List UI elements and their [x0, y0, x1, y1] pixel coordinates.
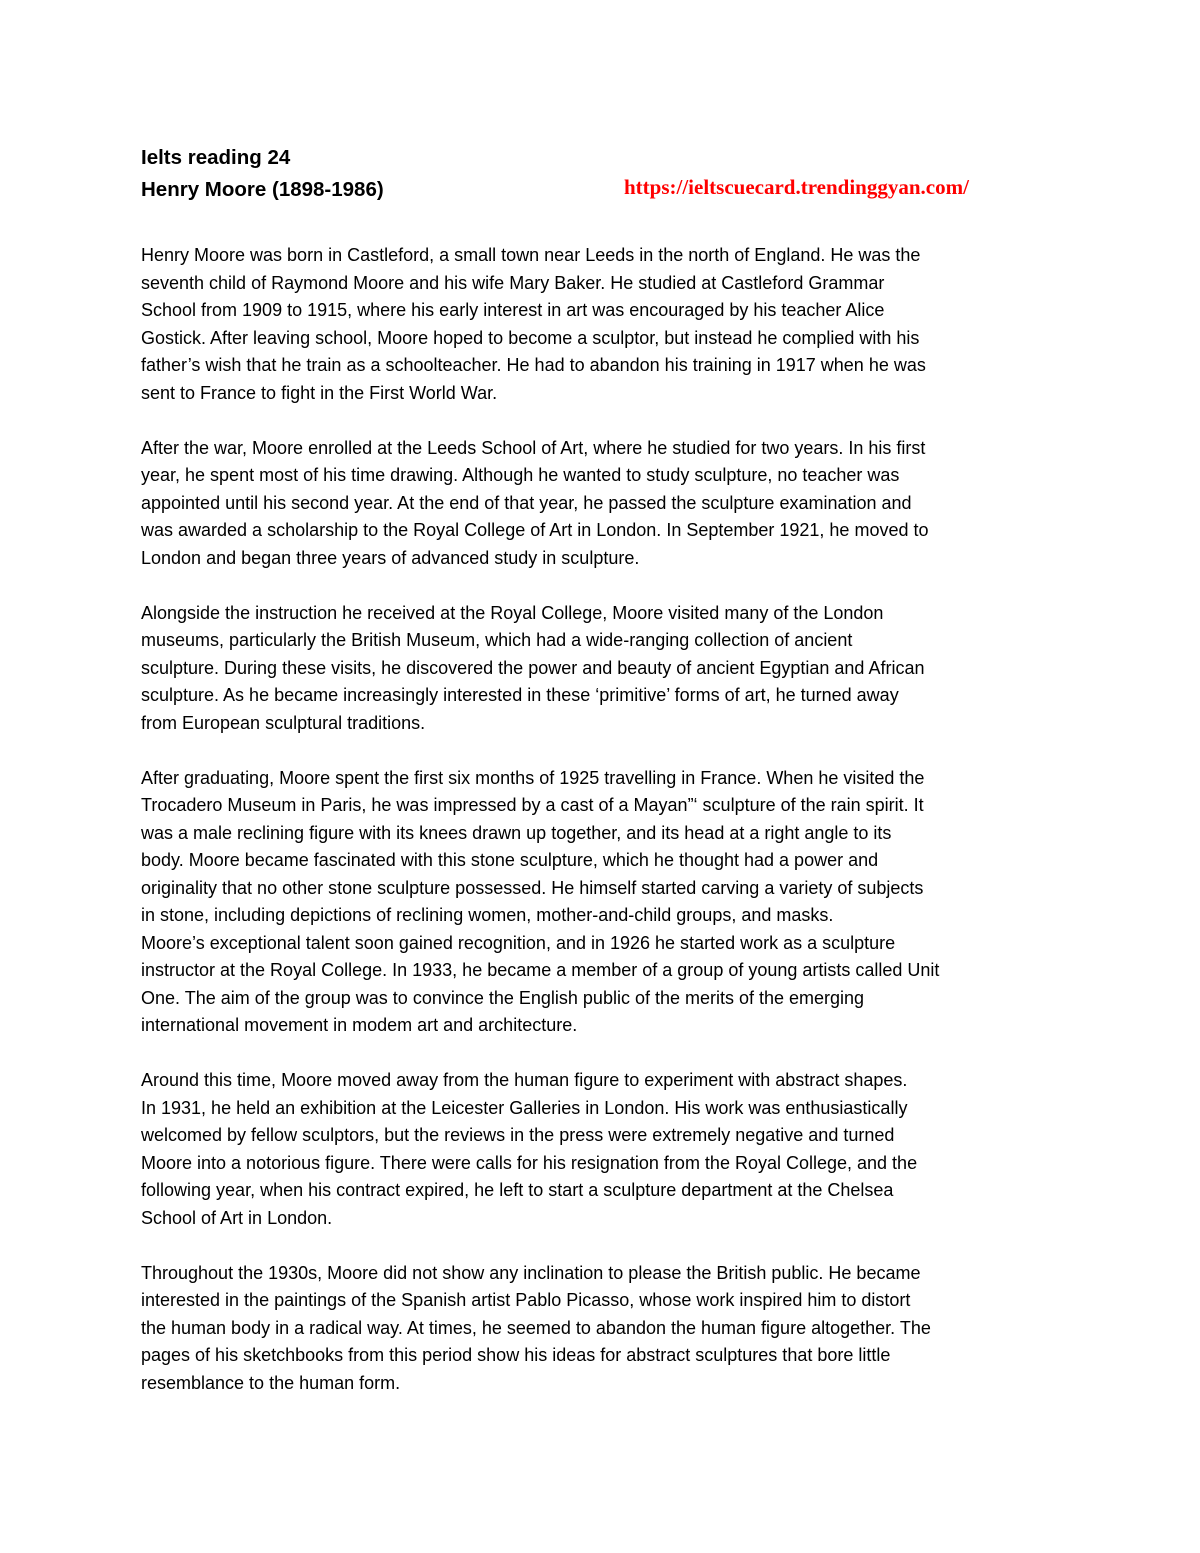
paragraph-line: year, he spent most of his time drawing. Although he wanted to study sculpture, no teacher was — [141, 465, 900, 485]
paragraph-line: Alongside the instruction he received at the Royal College, Moore visited many of the London — [141, 602, 884, 623]
passage-paragraph — [141, 242, 1071, 407]
reading-passage — [141, 242, 1071, 1397]
paragraph-line: from European sculptural traditions. — [141, 712, 426, 733]
paragraph-line: body. Moore became fascinated with this stone sculpture, which he thought had a power and — [141, 850, 879, 870]
paragraph-line: instructor at the Royal College. In 1933, he became a member of a group of young artists called Unit — [141, 960, 940, 980]
paragraph-line: museums, particularly the British Museum, which had a wide-ranging collection of ancient — [141, 630, 853, 650]
paragraph-line: Gostick. After leaving school, Moore hoped to become a sculptor, but instead he complied with his — [141, 327, 920, 348]
document-subtitle: Henry Moore (1898-1986) — [141, 178, 384, 201]
paragraph-line: interested in the paintings of the Spanish artist Pablo Picasso, whose work inspired him to distort — [141, 1290, 911, 1310]
paragraph-line: Trocadero Museum in Paris, he was impressed by a cast of a Mayan”‘ sculpture of the rain spirit. It — [141, 795, 924, 815]
paragraph-line: Moore’s exceptional talent soon gained recognition, and in 1926 he started work as a sculpture — [141, 932, 896, 953]
passage-paragraph — [141, 1067, 1071, 1232]
paragraph-line: father’s wish that he train as a schoolteacher. He had to abandon his training in 1917 when he was — [141, 355, 926, 375]
paragraph-line: Around this time, Moore moved away from the human figure to experiment with abstract shapes. — [141, 1070, 908, 1090]
paragraph-line: School from 1909 to 1915, where his early interest in art was encouraged by his teacher Alice — [141, 300, 885, 320]
paragraph-line: resemblance to the human form. — [141, 1372, 401, 1393]
paragraph-line: seventh child of Raymond Moore and his wife Mary Baker. He studied at Castleford Grammar — [141, 272, 885, 293]
paragraph-line: sent to France to fight in the First World War. — [141, 382, 498, 403]
paragraph-line: After the war, Moore enrolled at the Leeds School of Art, where he studied for two years. In his first — [141, 437, 926, 458]
paragraph-line: welcomed by fellow sculptors, but the reviews in the press were extremely negative and turned — [141, 1125, 895, 1145]
paragraph-line: the human body in a radical way. At times, he seemed to abandon the human figure altogether. The — [141, 1317, 931, 1338]
paragraph-line: Throughout the 1930s, Moore did not show any inclination to please the British public. He became — [141, 1262, 921, 1283]
paragraph-line: One. The aim of the group was to convince the English public of the merits of the emerging — [141, 987, 865, 1008]
paragraph-line: in stone, including depictions of reclining women, mother-and-child groups, and masks. — [141, 905, 834, 925]
source-link[interactable]: https://ieltscuecard.trendinggyan.com/ — [624, 175, 969, 199]
paragraph-line: was awarded a scholarship to the Royal College of Art in London. In September 1921, he moved to — [141, 520, 929, 540]
paragraph-line: School of Art in London. — [141, 1207, 333, 1228]
paragraph-line: In 1931, he held an exhibition at the Leicester Galleries in London. His work was enthusiastically — [141, 1097, 908, 1118]
paragraph-line: international movement in modem art and architecture. — [141, 1015, 578, 1035]
document-title: Ielts reading 24 — [141, 146, 291, 169]
paragraph-line: Moore into a notorious figure. There were calls for his resignation from the Royal College, and the — [141, 1152, 918, 1173]
paragraph-line: London and began three years of advanced study in sculpture. — [141, 547, 640, 568]
paragraph-line: pages of his sketchbooks from this period show his ideas for abstract sculptures that bore little — [141, 1345, 891, 1365]
paragraph-line: sculpture. During these visits, he discovered the power and beauty of ancient Egyptian and African — [141, 657, 925, 678]
paragraph-line: Henry Moore was born in Castleford, a small town near Leeds in the north of England. He was the — [141, 245, 921, 265]
paragraph-line: was a male reclining figure with its knees drawn up together, and its head at a right angle to its — [141, 822, 892, 843]
passage-paragraph — [141, 765, 1071, 1040]
paragraph-line: sculpture. As he became increasingly interested in these ‘primitive’ forms of art, he turned away — [141, 685, 899, 705]
passage-paragraph — [141, 435, 1071, 573]
passage-paragraph — [141, 1260, 1071, 1398]
passage-paragraph — [141, 600, 1071, 738]
paragraph-line: following year, when his contract expired, he left to start a sculpture department at the Chelsea — [141, 1180, 894, 1200]
paragraph-line: After graduating, Moore spent the first six months of 1925 travelling in France. When he visited the — [141, 767, 925, 788]
paragraph-line: appointed until his second year. At the end of that year, he passed the sculpture examination and — [141, 492, 912, 513]
paragraph-line: originality that no other stone sculpture possessed. He himself started carving a variety of subjects — [141, 877, 924, 898]
